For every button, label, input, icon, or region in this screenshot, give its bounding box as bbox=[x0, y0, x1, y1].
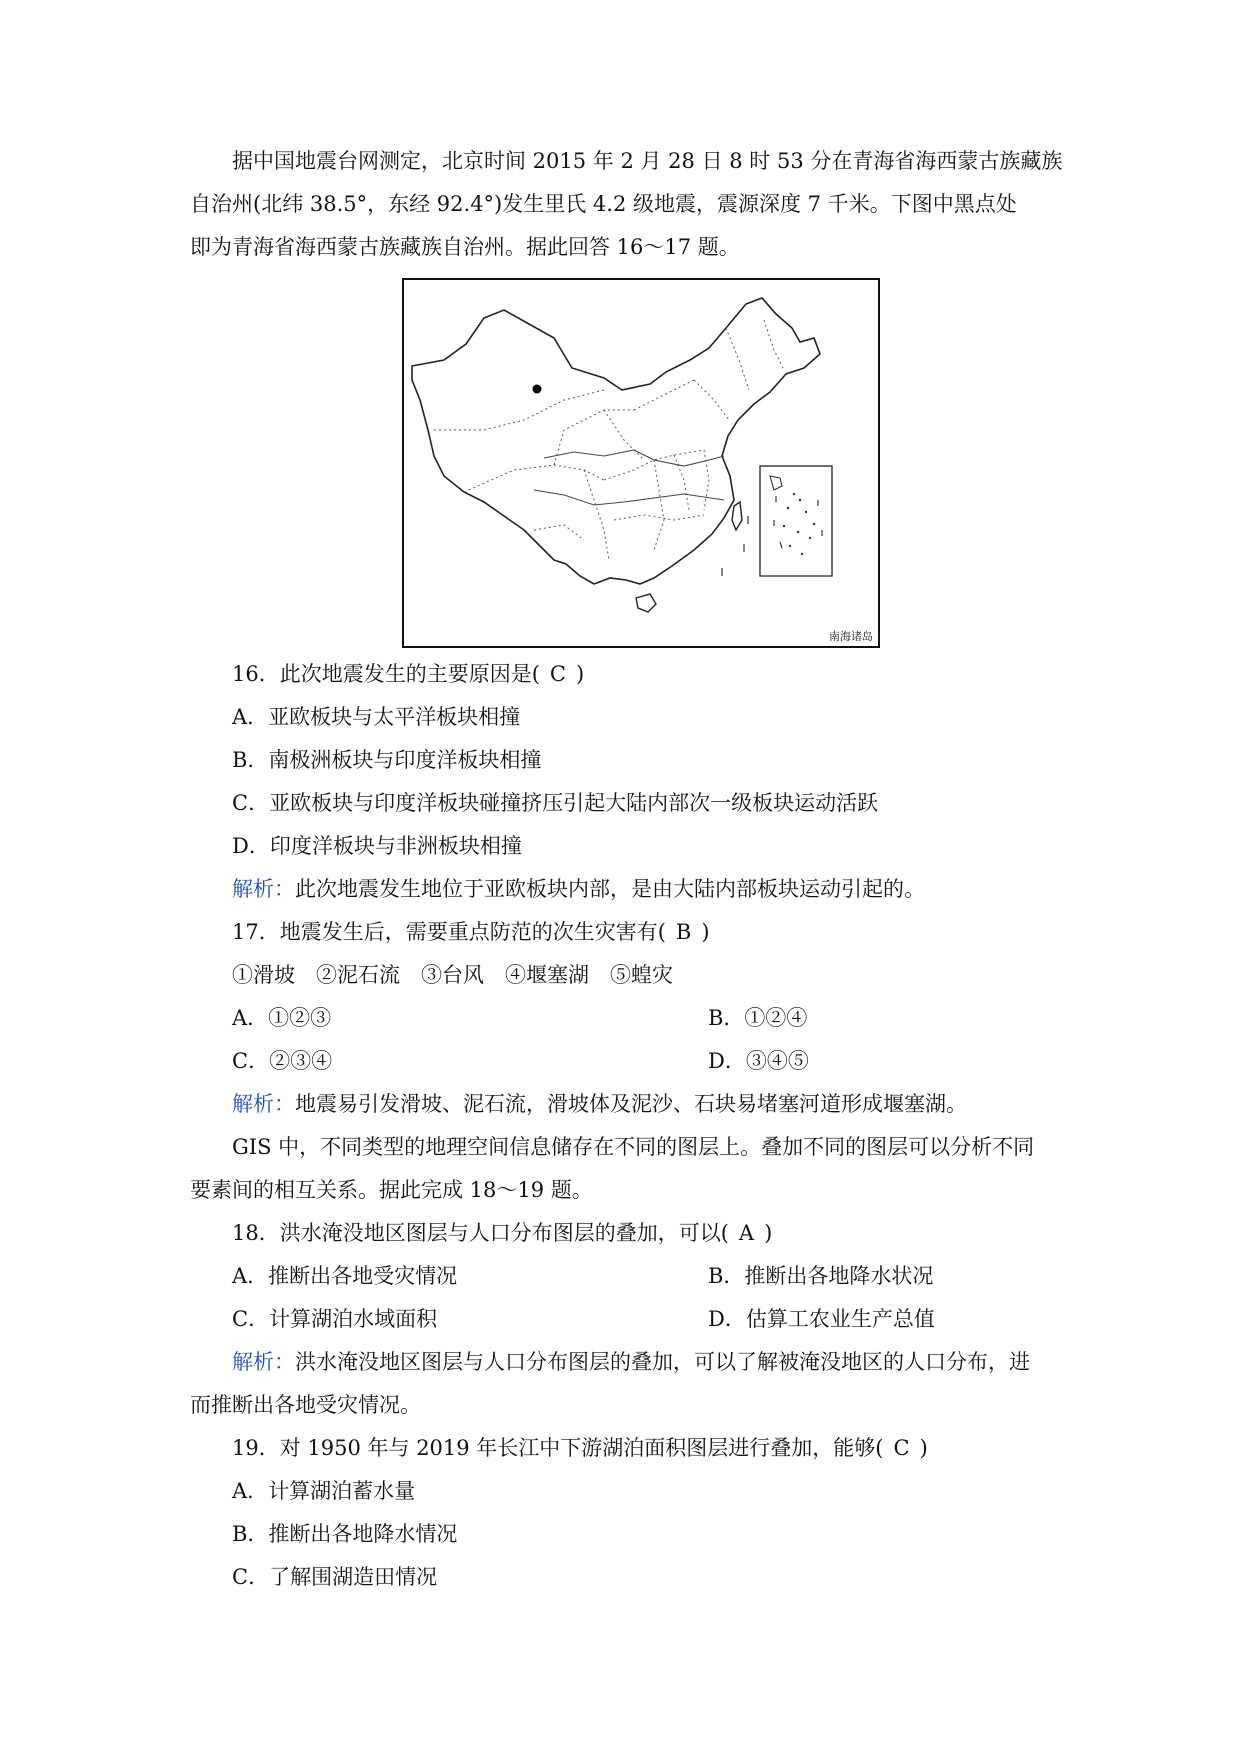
intro-line-1: 据中国地震台网测定，北京时间 2015 年 2 月 28 日 8 时 53 分在青海省海西蒙古族藏族 bbox=[232, 149, 1063, 173]
q18-option-c: C．计算湖泊水域面积 bbox=[232, 1307, 438, 1331]
earthquake-location-marker bbox=[533, 385, 542, 394]
q17-option-a: A．①②③ bbox=[232, 1006, 332, 1030]
gis-intro-line-2: 要素间的相互关系。据此完成 18～19 题。 bbox=[190, 1178, 593, 1202]
q19-answer: C bbox=[893, 1436, 910, 1460]
south-china-sea-inset bbox=[760, 466, 832, 576]
hainan-island bbox=[636, 594, 656, 612]
analysis-label: 解析： bbox=[232, 1350, 295, 1374]
q18-analysis-line-2: 而推断出各地受灾情况。 bbox=[190, 1393, 421, 1417]
china-map-figure bbox=[402, 278, 880, 648]
q18-option-b: B．推断出各地降水状况 bbox=[708, 1264, 934, 1288]
q17-options-row-1 bbox=[232, 1003, 1102, 1033]
q18-options-row-1 bbox=[232, 1261, 1102, 1291]
q18-answer: A bbox=[738, 1221, 755, 1245]
q18-option-d: D．估算工农业生产总值 bbox=[708, 1307, 935, 1331]
q19-option-c: C．了解围湖造田情况 bbox=[232, 1565, 438, 1589]
q18-analysis-line-1: 解析：洪水淹没地区图层与人口分布图层的叠加，可以了解被淹没地区的人口分布，进 bbox=[232, 1350, 1030, 1374]
q17-option-c: C．②③④ bbox=[232, 1049, 333, 1073]
province-boundaries bbox=[434, 320, 784, 560]
q17-items: ①滑坡 ②泥石流 ③台风 ④堰塞湖 ⑤蝗灾 bbox=[232, 963, 673, 987]
south-china-sea-islands-label: 南海诸岛 bbox=[829, 630, 873, 643]
q17-analysis: 解析：地震易引发滑坡、泥石流，滑坡体及泥沙、石块易堵塞河道形成堰塞湖。 bbox=[232, 1092, 967, 1116]
q19-stem: 19．对 1950 年与 2019 年长江中下游湖泊面积图层进行叠加，能够( C ) bbox=[232, 1433, 1102, 1463]
intro-line-2: 自治州(北纬 38.5°，东经 92.4°)发生里氏 4.2 级地震，震源深度 7 千米。下图中黑点处 bbox=[190, 192, 1017, 216]
q16-option-a: A．亚欧板块与太平洋板块相撞 bbox=[232, 705, 521, 729]
q18-options-row-2 bbox=[232, 1304, 1102, 1334]
q16-answer: C bbox=[549, 662, 566, 686]
q17-stem: 17．地震发生后，需要重点防范的次生灾害有( B ) bbox=[232, 917, 1102, 947]
analysis-label: 解析： bbox=[232, 877, 295, 901]
q17-option-b: B．①②④ bbox=[708, 1006, 808, 1030]
q17-options-row-2 bbox=[232, 1046, 1102, 1076]
analysis-label: 解析： bbox=[232, 1092, 295, 1116]
q16-stem: 16．此次地震发生的主要原因是( C ) bbox=[232, 659, 1102, 689]
q16-analysis: 解析：此次地震发生地位于亚欧板块内部，是由大陆内部板块运动引起的。 bbox=[232, 877, 925, 901]
q19-option-a: A．计算湖泊蓄水量 bbox=[232, 1479, 416, 1503]
q16-option-c: C．亚欧板块与印度洋板块碰撞挤压引起大陆内部次一级板块运动活跃 bbox=[232, 791, 879, 815]
china-map-svg bbox=[404, 280, 878, 646]
east-sea-island-dashes bbox=[722, 516, 748, 576]
q16-option-b: B．南极洲板块与印度洋板块相撞 bbox=[232, 748, 542, 772]
q17-option-d: D．③④⑤ bbox=[708, 1049, 809, 1073]
q16-option-d: D．印度洋板块与非洲板块相撞 bbox=[232, 834, 522, 858]
taiwan-island bbox=[732, 502, 742, 530]
rivers bbox=[534, 450, 724, 505]
q18-stem: 18．洪水淹没地区图层与人口分布图层的叠加，可以( A ) bbox=[232, 1218, 1102, 1248]
q19-option-b: B．推断出各地降水情况 bbox=[232, 1522, 458, 1546]
q18-option-a: A．推断出各地受灾情况 bbox=[232, 1264, 458, 1288]
q17-answer: B bbox=[675, 920, 692, 944]
china-outline bbox=[412, 298, 820, 584]
gis-intro-line-1: GIS 中，不同类型的地理空间信息储存在不同的图层上。叠加不同的图层可以分析不同 bbox=[232, 1135, 1035, 1159]
intro-line-3: 即为青海省海西蒙古族藏族自治州。据此回答 16～17 题。 bbox=[190, 235, 740, 259]
